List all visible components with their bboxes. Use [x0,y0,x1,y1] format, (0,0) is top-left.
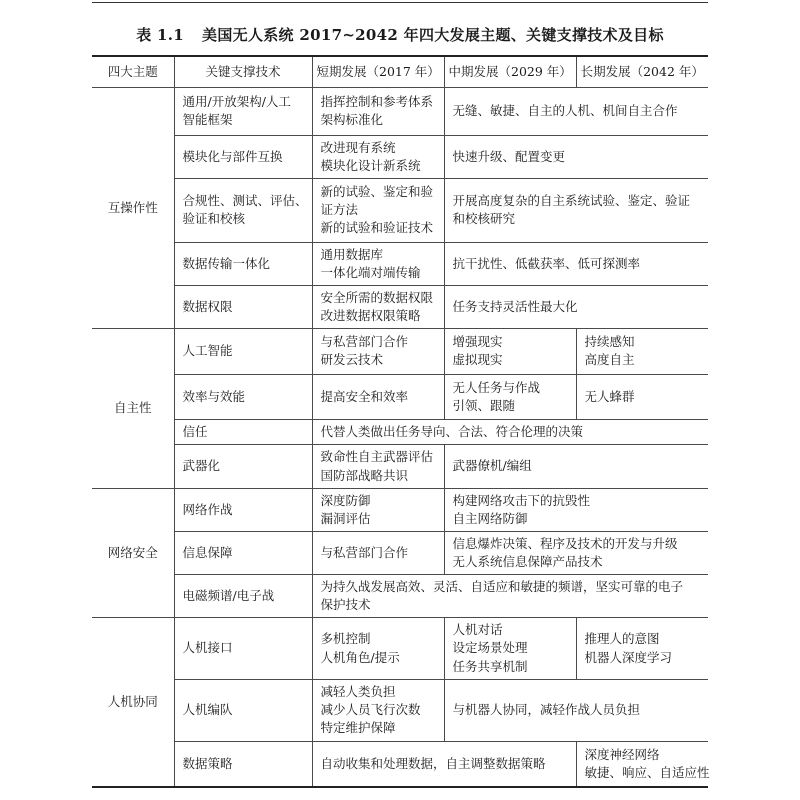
cell-line: 推理人的意图 [584,631,660,647]
tech-cell [174,575,312,618]
cell-line: 增强现实 [452,334,503,350]
cell-line: 人机角色/提示 [320,649,400,665]
cell-line: 为持久战发展高效、灵活、自适应和敏捷的频谱，坚实可靠的电子 [320,579,684,595]
cell-line: 设定场景处理 [452,640,528,656]
tech-cell [174,531,312,575]
mid-long-cell [444,178,708,242]
cell-line: 快速升级、配置变更 [452,148,566,164]
table-row [92,374,708,420]
cell-line: 模块化设计新系统 [320,157,421,173]
short-cell [312,531,444,575]
cell-line: 证方法 [320,202,359,218]
tech-cell [174,88,312,136]
mid-long-cell [444,531,708,575]
short-cell [312,243,444,286]
table-row [92,420,708,445]
cell-line: 与私营部门合作 [320,544,409,560]
tech-cell [174,420,312,445]
cell-line: 武器化 [182,458,221,474]
mid-long-cell [444,88,708,136]
cell-line: 研发云技术 [320,352,384,368]
short-cell [312,328,444,374]
tech-cell [174,243,312,286]
tech-cell [174,178,312,242]
cell-line: 一体化端对端传输 [320,265,421,281]
top-rule [92,2,708,3]
cell-line: 抗干扰性、低截获率、低可探测率 [452,255,641,271]
cell-line: 与私营部门合作 [320,334,409,350]
table-row [92,135,708,178]
cell-line: 敏捷、响应、自适应性 [584,764,710,780]
table-row [92,618,708,680]
cell-line: 高度自主 [584,352,635,368]
cell-line: 减轻人类负担 [320,684,396,700]
table-number: 表 1.1 [136,26,185,44]
tech-cell [174,488,312,531]
theme-cell: 网络安全 [92,488,174,617]
long-cell [576,618,708,680]
table-row [92,445,708,489]
header-row [92,56,708,88]
cell-line: 致命性自主武器评估 [320,449,434,465]
cell-line: 指挥控制和参考体系 [320,94,434,110]
cell-line: 保护技术 [320,597,371,613]
header-tech: 关键支撑技术 [174,56,312,88]
cell-line: 漏洞评估 [320,510,371,526]
cell-line: 合规性、测试、评估、 [182,193,308,209]
mid-long-cell [444,488,708,531]
table-row [92,178,708,242]
all-term-cell [312,575,708,618]
cell-line: 人机接口 [182,640,233,656]
cell-line: 模块化与部件互换 [182,148,283,164]
mid-long-cell [444,243,708,286]
cell-line: 多机控制 [320,631,371,647]
cell-line: 和校核研究 [452,211,516,227]
cell-line: 无缝、敏捷、自主的人机、机间自主合作 [452,103,678,119]
tech-cell [174,679,312,741]
table-row [92,88,708,136]
header-mid: 中期发展（2029 年） [444,56,576,88]
cell-line: 任务支持灵活性最大化 [452,298,578,314]
cell-line: 引领、跟随 [452,397,516,413]
all-term-cell [312,420,708,445]
cell-line: 新的试验和验证技术 [320,220,434,236]
cell-line: 开展高度复杂的自主系统试验、鉴定、验证 [452,193,691,209]
cell-line: 人机对话 [452,622,503,638]
header-long: 长期发展（2042 年） [576,56,708,88]
long-cell [576,741,708,787]
cell-line: 武器僚机/编组 [452,458,532,474]
tech-cell [174,741,312,787]
short-cell [312,88,444,136]
short-cell [312,679,444,741]
cell-line: 新的试验、鉴定和验 [320,184,434,200]
table-row [92,679,708,741]
cell-line: 减少人员飞行次数 [320,702,421,718]
cell-line: 数据权限 [182,298,233,314]
mid-long-cell [444,135,708,178]
cell-line: 通用数据库 [320,246,384,262]
cell-line: 与机器人协同，减轻作战人员负担 [452,702,641,718]
mid-long-cell [444,679,708,741]
cell-line: 机器人深度学习 [584,649,673,665]
cell-line: 代替人类做出任务导向、合法、符合伦理的决策 [320,424,584,440]
table-row [92,285,708,328]
tech-cell [174,135,312,178]
short-cell [312,618,444,680]
cell-line: 网络作战 [182,501,233,517]
tech-cell [174,445,312,489]
short-cell [312,488,444,531]
cell-line: 深度防御 [320,492,371,508]
cell-line: 改进数据权限策略 [320,307,421,323]
table-row [92,575,708,618]
long-cell [576,328,708,374]
cell-line: 数据传输一体化 [182,255,271,271]
cell-line: 特定维护保障 [320,720,396,736]
table-body [92,88,708,788]
short-cell [312,445,444,489]
tech-cell [174,328,312,374]
cell-line: 无人蜂群 [584,388,635,404]
cell-line: 虚拟现实 [452,352,503,368]
cell-line: 自主网络防御 [452,510,528,526]
cell-line: 无人任务与作战 [452,379,541,395]
theme-cell: 自主性 [92,328,174,488]
tech-cell [174,374,312,420]
table-row [92,741,708,787]
cell-line: 信任 [182,424,208,440]
cell-line: 提高安全和效率 [320,388,409,404]
mid-long-cell [444,285,708,328]
cell-line: 无人系统信息保障产品技术 [452,554,603,569]
table-row [92,531,708,575]
table-row [92,328,708,374]
short-cell [312,285,444,328]
header-theme: 四大主题 [92,56,174,88]
mid-cell [444,618,576,680]
cell-line: 安全所需的数据权限 [320,289,434,305]
cell-line: 持续感知 [584,334,635,350]
cell-line: 任务共享机制 [452,658,528,674]
short-cell [312,135,444,178]
cell-line: 人机编队 [182,702,233,718]
table-title: 美国无人系统 2017~2042 年四大发展主题、关键支撑技术及目标 [202,26,664,44]
table-row [92,488,708,531]
cell-line: 数据策略 [182,755,233,771]
short-cell [312,374,444,420]
theme-cell: 互操作性 [92,88,174,329]
cell-line: 通用/开放架构/人工 [182,94,291,110]
cell-line: 验证和校核 [182,211,246,227]
cell-line: 构建网络攻击下的抗毁性 [452,492,591,508]
mid-cell [444,328,576,374]
header-short: 短期发展（2017 年） [312,56,444,88]
cell-line: 效率与效能 [182,388,246,404]
cell-line: 国防部战略共识 [320,467,409,483]
cell-line: 自动收集和处理数据，自主调整数据策略 [320,755,546,771]
cell-line: 信息爆炸决策、程序及技术的开发与升级 [452,535,678,551]
mid-long-cell [444,445,708,489]
short-mid-cell [312,741,576,787]
cell-line: 改进现有系统 [320,139,396,155]
cell-line: 架构标准化 [320,112,384,128]
cell-line: 电磁频谱/电子战 [182,588,275,604]
table-row [92,243,708,286]
cell-line: 信息保障 [182,544,233,560]
mid-cell [444,374,576,420]
long-cell [576,374,708,420]
development-table [92,55,708,788]
short-cell [312,178,444,242]
tech-cell [174,285,312,328]
cell-line: 人工智能 [182,343,233,359]
cell-line: 深度神经网络 [584,746,660,762]
table-caption [0,24,800,45]
tech-cell [174,618,312,680]
theme-cell: 人机协同 [92,618,174,787]
cell-line: 智能框架 [182,112,233,128]
